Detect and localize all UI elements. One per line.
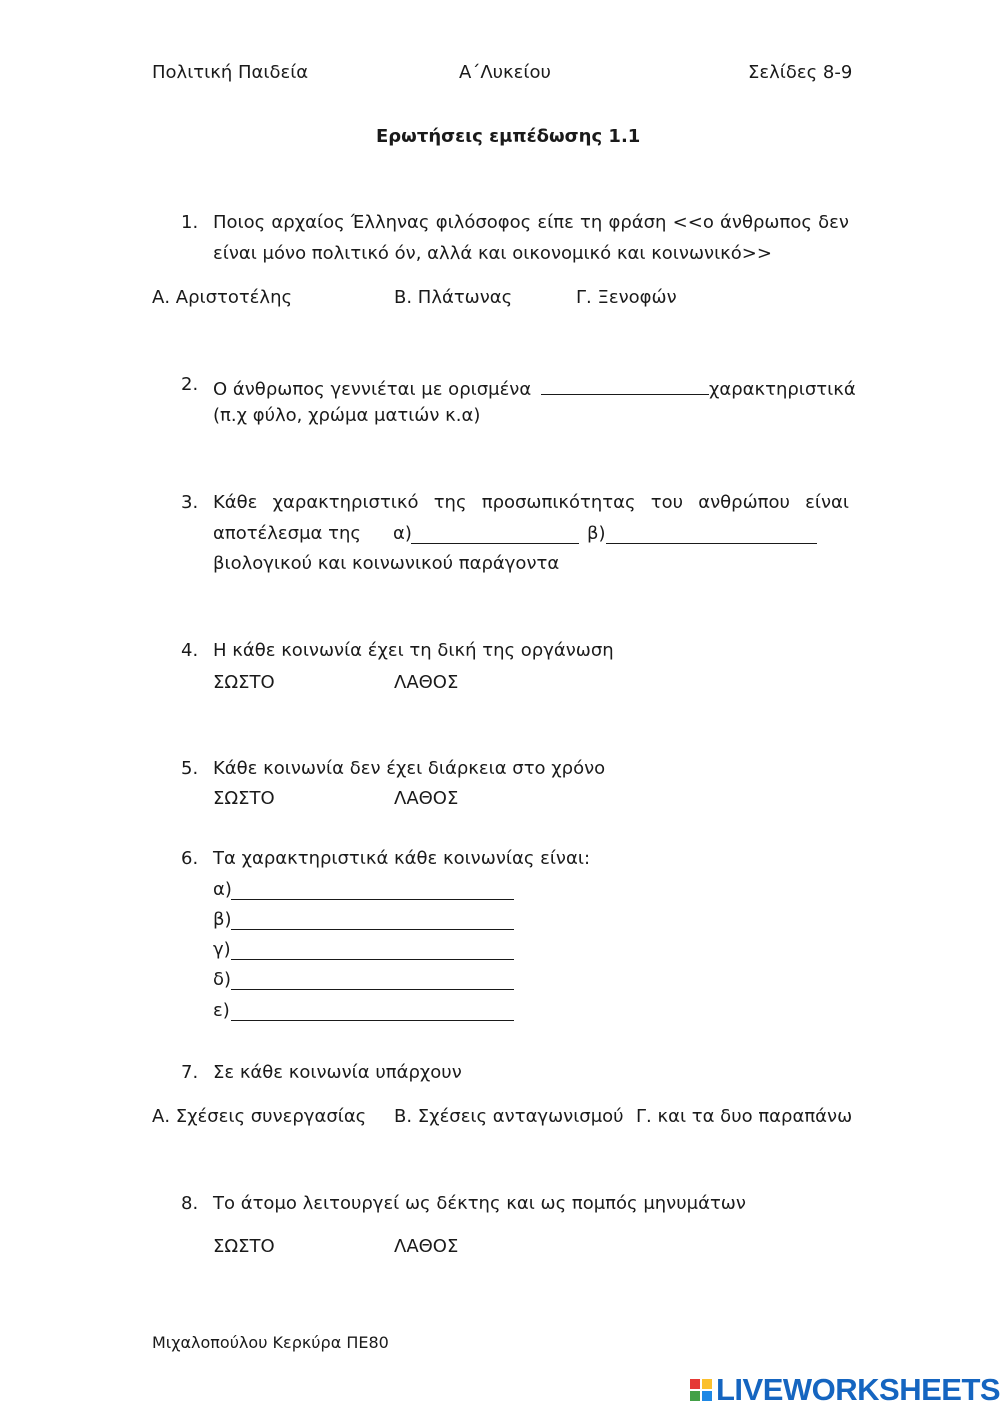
q3-label-b: β) — [587, 523, 606, 544]
q6-blank-b-input[interactable] — [231, 911, 514, 930]
q2-blank-input[interactable] — [541, 376, 709, 395]
q2-line2: (π.χ φύλο, χρώμα ματιών κ.α) — [213, 405, 481, 426]
q1-option-b[interactable]: Β. Πλάτωνας — [394, 287, 513, 308]
q1-number: 1. — [181, 212, 199, 233]
q3-line3: βιολογικού και κοινωνικού παράγοντα — [213, 553, 560, 574]
q3-line2-text: αποτέλεσμα της — [213, 523, 361, 544]
q6-blank-d-input[interactable] — [231, 971, 514, 990]
footer-author: Μιχαλοπούλου Κερκύρα ΠΕ80 — [152, 1333, 389, 1352]
page-title: Ερωτήσεις εμπέδωσης 1.1 — [376, 126, 641, 147]
header-subject: Πολιτική Παιδεία — [152, 62, 309, 83]
q1-line2: είναι μόνο πολιτικό όν, αλλά και οικονομικό και κοινωνικό>> — [213, 243, 772, 264]
liveworksheets-logo[interactable] — [690, 1372, 1000, 1407]
q1-option-a[interactable]: Α. Αριστοτέλης — [152, 287, 293, 308]
q7-text: Σε κάθε κοινωνία υπάρχουν — [213, 1062, 462, 1083]
q8-false-option[interactable]: ΛΑΘΟΣ — [394, 1236, 459, 1257]
q3-line1: Κάθε χαρακτηριστικό της προσωπικότητας του ανθρώπου είναι — [213, 492, 849, 513]
q6-number: 6. — [181, 848, 199, 869]
q6-label-d: δ) — [213, 969, 232, 990]
logo-square-red — [690, 1379, 700, 1389]
q8-true-option[interactable]: ΣΩΣΤΟ — [213, 1236, 275, 1257]
header-grade: Α΄Λυκείου — [459, 62, 551, 83]
q1-option-c[interactable]: Γ. Ξενοφών — [576, 287, 677, 308]
q5-text: Κάθε κοινωνία δεν έχει διάρκεια στο χρόνο — [213, 758, 606, 779]
q6-blank-a-input[interactable] — [231, 881, 514, 900]
header-pages: Σελίδες 8-9 — [748, 62, 853, 83]
q4-true-option[interactable]: ΣΩΣΤΟ — [213, 672, 275, 693]
q7-option-b[interactable]: Β. Σχέσεις ανταγωνισμού — [394, 1106, 624, 1127]
q3-blank-a-input[interactable] — [411, 525, 579, 544]
q5-false-option[interactable]: ΛΑΘΟΣ — [394, 788, 459, 809]
q2-number: 2. — [181, 374, 199, 395]
q6-blank-c-input[interactable] — [231, 941, 514, 960]
q8-text: Το άτομο λειτουργεί ως δέκτης και ως πομπός μηνυμάτων — [213, 1193, 746, 1214]
q7-option-a[interactable]: Α. Σχέσεις συνεργασίας — [152, 1106, 367, 1127]
q5-number: 5. — [181, 758, 199, 779]
q6-label-c: γ) — [213, 939, 231, 960]
q7-number: 7. — [181, 1062, 199, 1083]
q3-label-a: α) — [393, 523, 412, 544]
q4-text: Η κάθε κοινωνία έχει τη δική της οργάνωση — [213, 640, 614, 661]
q6-blank-e-input[interactable] — [231, 1002, 514, 1021]
logo-square-yellow — [702, 1379, 712, 1389]
q6-label-a: α) — [213, 879, 232, 900]
q3-blank-b-input[interactable] — [606, 525, 817, 544]
q8-number: 8. — [181, 1193, 199, 1214]
q6-label-e: ε) — [213, 1000, 230, 1021]
logo-mark-icon — [690, 1379, 712, 1401]
q4-number: 4. — [181, 640, 199, 661]
q3-number: 3. — [181, 492, 199, 513]
q5-true-option[interactable]: ΣΩΣΤΟ — [213, 788, 275, 809]
q6-label-b: β) — [213, 909, 232, 930]
logo-square-blue — [702, 1391, 712, 1401]
q4-false-option[interactable]: ΛΑΘΟΣ — [394, 672, 459, 693]
q6-text: Τα χαρακτηριστικά κάθε κοινωνίας είναι: — [213, 848, 591, 869]
logo-text: LIVEWORKSHEETS — [716, 1372, 1000, 1407]
q2-line1: Ο άνθρωπος γεννιέται με ορισμένα χαρακτηριστικά — [213, 376, 856, 399]
logo-square-green — [690, 1391, 700, 1401]
q1-line1: Ποιος αρχαίος Έλληνας φιλόσοφος είπε τη φράση <<ο άνθρωπος δεν — [213, 212, 849, 233]
q7-option-c[interactable]: Γ. και τα δυο παραπάνω — [636, 1106, 853, 1127]
